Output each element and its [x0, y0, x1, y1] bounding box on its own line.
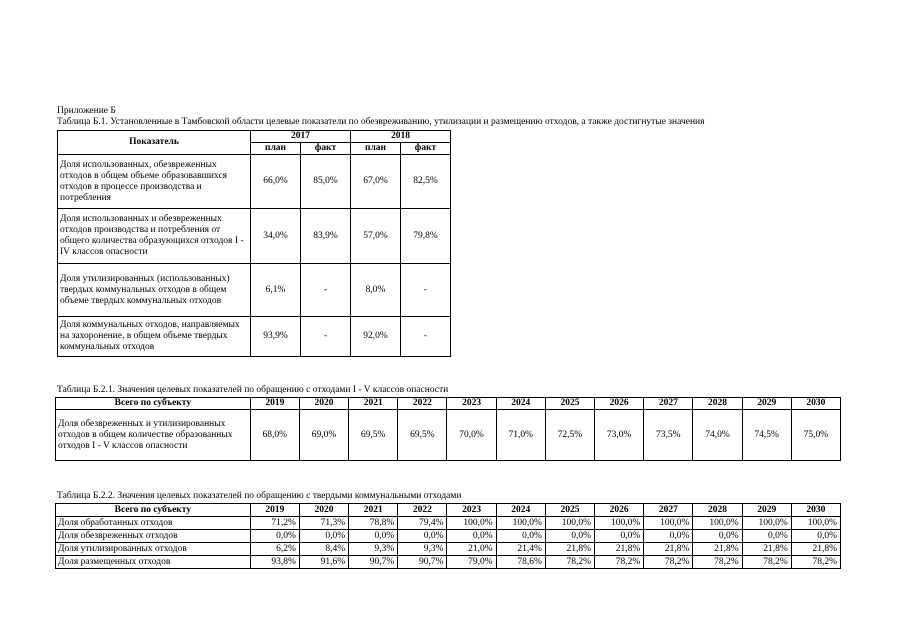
row-label: Доля утилизированных (использованных) твердых коммунальных отходов в общем объеме твердых коммунальных отходов — [58, 264, 251, 317]
cell-value: 100,0% — [693, 517, 742, 530]
table-row — [56, 543, 841, 556]
table-row — [56, 517, 841, 530]
year-header: 2021 — [349, 504, 398, 517]
row-label: Доля обработанных отходов — [56, 517, 251, 530]
cell-value: 100,0% — [644, 517, 693, 530]
cell-value: 21,4% — [496, 543, 545, 556]
cell-value: 0,0% — [398, 530, 447, 543]
table2-caption: Таблица Б.2.1. Значения целевых показателей по обращению с отходами I - V классов опасности — [57, 385, 449, 395]
cell-value: 82,5% — [401, 155, 451, 209]
cell-value: 90,7% — [349, 556, 398, 569]
table-row — [56, 530, 841, 543]
cell-value: 67,0% — [351, 155, 401, 209]
row-label: Доля обезвреженных и утилизированных отходов в общем количестве образованных отходов I - V классов опасности — [56, 410, 251, 461]
table-row — [58, 264, 451, 317]
cell-value: 90,7% — [398, 556, 447, 569]
cell-value: 0,0% — [447, 530, 496, 543]
year-header: 2022 — [398, 398, 447, 410]
cell-value: 21,8% — [644, 543, 693, 556]
cell-value: 0,0% — [644, 530, 693, 543]
year-header: 2025 — [545, 504, 594, 517]
year-header: 2017 — [251, 131, 351, 143]
cell-value: 72,5% — [545, 410, 594, 461]
cell-value: 78,2% — [595, 556, 644, 569]
cell-value: 73,5% — [644, 410, 693, 461]
subject-header: Всего по субъекту — [56, 398, 251, 410]
year-header: 2028 — [693, 398, 742, 410]
subheader-fact: факт — [301, 143, 351, 155]
row-label: Доля утилизированных отходов — [56, 543, 251, 556]
table3-caption: Таблица Б.2.2. Значения целевых показателей по обращению с твердыми коммунальными отходами — [57, 491, 462, 501]
year-header: 2023 — [447, 504, 496, 517]
row-label: Доля коммунальных отходов, направляемых на захоронение, в общем объеме твердых коммунальных отходов — [58, 317, 251, 357]
year-header: 2024 — [496, 504, 545, 517]
year-header: 2021 — [349, 398, 398, 410]
year-header: 2019 — [250, 504, 299, 517]
cell-value: 83,9% — [301, 209, 351, 264]
year-header: 2022 — [398, 504, 447, 517]
row-label: Доля размещенных отходов — [56, 556, 251, 569]
cell-value: 0,0% — [742, 530, 791, 543]
cell-value: 21,8% — [742, 543, 791, 556]
cell-value: 0,0% — [496, 530, 545, 543]
cell-value: 21,8% — [791, 543, 840, 556]
cell-value: 78,2% — [644, 556, 693, 569]
cell-value: - — [401, 264, 451, 317]
cell-value: 6,1% — [251, 264, 301, 317]
cell-value: 21,8% — [693, 543, 742, 556]
year-header: 2019 — [250, 398, 299, 410]
cell-value: 8,0% — [351, 264, 401, 317]
cell-value: 0,0% — [299, 530, 348, 543]
year-header: 2028 — [693, 504, 742, 517]
cell-value: 0,0% — [349, 530, 398, 543]
cell-value: 79,4% — [398, 517, 447, 530]
cell-value: 70,0% — [447, 410, 496, 461]
cell-value: 69,5% — [398, 410, 447, 461]
cell-value: 78,2% — [693, 556, 742, 569]
cell-value: 78,2% — [791, 556, 840, 569]
subheader-plan: план — [251, 143, 301, 155]
table-row — [58, 155, 451, 209]
cell-value: 92,0% — [351, 317, 401, 357]
year-header: 2027 — [644, 398, 693, 410]
row-label: Доля обезвреженных отходов — [56, 530, 251, 543]
cell-value: 0,0% — [250, 530, 299, 543]
subheader-fact: факт — [401, 143, 451, 155]
cell-value: 9,3% — [349, 543, 398, 556]
year-header: 2020 — [299, 504, 348, 517]
cell-value: 100,0% — [545, 517, 594, 530]
cell-value: 100,0% — [791, 517, 840, 530]
targets-2017-2018-table — [57, 130, 451, 357]
table-row — [56, 410, 841, 461]
year-header: 2026 — [595, 398, 644, 410]
cell-value: 69,5% — [349, 410, 398, 461]
cell-value: 34,0% — [251, 209, 301, 264]
year-header: 2025 — [545, 398, 594, 410]
appendix-title: Приложение Б — [57, 106, 116, 116]
cell-value: 21,0% — [447, 543, 496, 556]
cell-value: 93,9% — [251, 317, 301, 357]
cell-value: 100,0% — [595, 517, 644, 530]
cell-value: 74,0% — [693, 410, 742, 461]
table-row — [58, 317, 451, 357]
cell-value: 71,2% — [250, 517, 299, 530]
row-label: Доля использованных и обезвреженных отходов производства и потребления от общего количества образующихся отходов I - IV классов опасности — [58, 209, 251, 264]
cell-value: 6,2% — [250, 543, 299, 556]
year-header: 2027 — [644, 504, 693, 517]
year-header: 2024 — [496, 398, 545, 410]
cell-value: 0,0% — [595, 530, 644, 543]
cell-value: 68,0% — [250, 410, 299, 461]
table-row — [58, 209, 451, 264]
cell-value: 78,2% — [742, 556, 791, 569]
cell-value: 0,0% — [545, 530, 594, 543]
cell-value: 79,8% — [401, 209, 451, 264]
cell-value: 78,2% — [545, 556, 594, 569]
cell-value: 21,8% — [545, 543, 594, 556]
cell-value: - — [401, 317, 451, 357]
cell-value: 93,8% — [250, 556, 299, 569]
year-header: 2018 — [351, 131, 451, 143]
cell-value: 91,6% — [299, 556, 348, 569]
cell-value: 8,4% — [299, 543, 348, 556]
targets-municipal-waste-table — [55, 503, 841, 569]
cell-value: 9,3% — [398, 543, 447, 556]
cell-value: 66,0% — [251, 155, 301, 209]
year-header: 2030 — [791, 504, 840, 517]
cell-value: 78,6% — [496, 556, 545, 569]
indicator-header: Показатель — [58, 131, 251, 155]
cell-value: 57,0% — [351, 209, 401, 264]
cell-value: 74,5% — [742, 410, 791, 461]
targets-hazard-classes-table — [55, 397, 841, 461]
subheader-plan: план — [351, 143, 401, 155]
year-header: 2030 — [791, 398, 840, 410]
cell-value: 100,0% — [496, 517, 545, 530]
cell-value: 78,8% — [349, 517, 398, 530]
cell-value: 79,0% — [447, 556, 496, 569]
cell-value: - — [301, 317, 351, 357]
row-label: Доля использованных, обезвреженных отходов в общем объеме образовавшихся отходов в процессе производства и потребления — [58, 155, 251, 209]
table-row — [56, 556, 841, 569]
cell-value: - — [301, 264, 351, 317]
year-header: 2020 — [299, 398, 348, 410]
year-header: 2023 — [447, 398, 496, 410]
cell-value: 0,0% — [791, 530, 840, 543]
cell-value: 71,0% — [496, 410, 545, 461]
cell-value: 0,0% — [693, 530, 742, 543]
cell-value: 71,3% — [299, 517, 348, 530]
year-header: 2026 — [595, 504, 644, 517]
cell-value: 100,0% — [742, 517, 791, 530]
cell-value: 75,0% — [791, 410, 840, 461]
cell-value: 69,0% — [299, 410, 348, 461]
year-header: 2029 — [742, 504, 791, 517]
cell-value: 73,0% — [595, 410, 644, 461]
year-header: 2029 — [742, 398, 791, 410]
cell-value: 85,0% — [301, 155, 351, 209]
subject-header: Всего по субъекту — [56, 504, 251, 517]
table1-caption: Таблица Б.1. Установленные в Тамбовской области целевые показатели по обезвреживанию, утилизации и размещению отходов, а также достигнутые значения — [57, 117, 705, 127]
cell-value: 21,8% — [595, 543, 644, 556]
cell-value: 100,0% — [447, 517, 496, 530]
